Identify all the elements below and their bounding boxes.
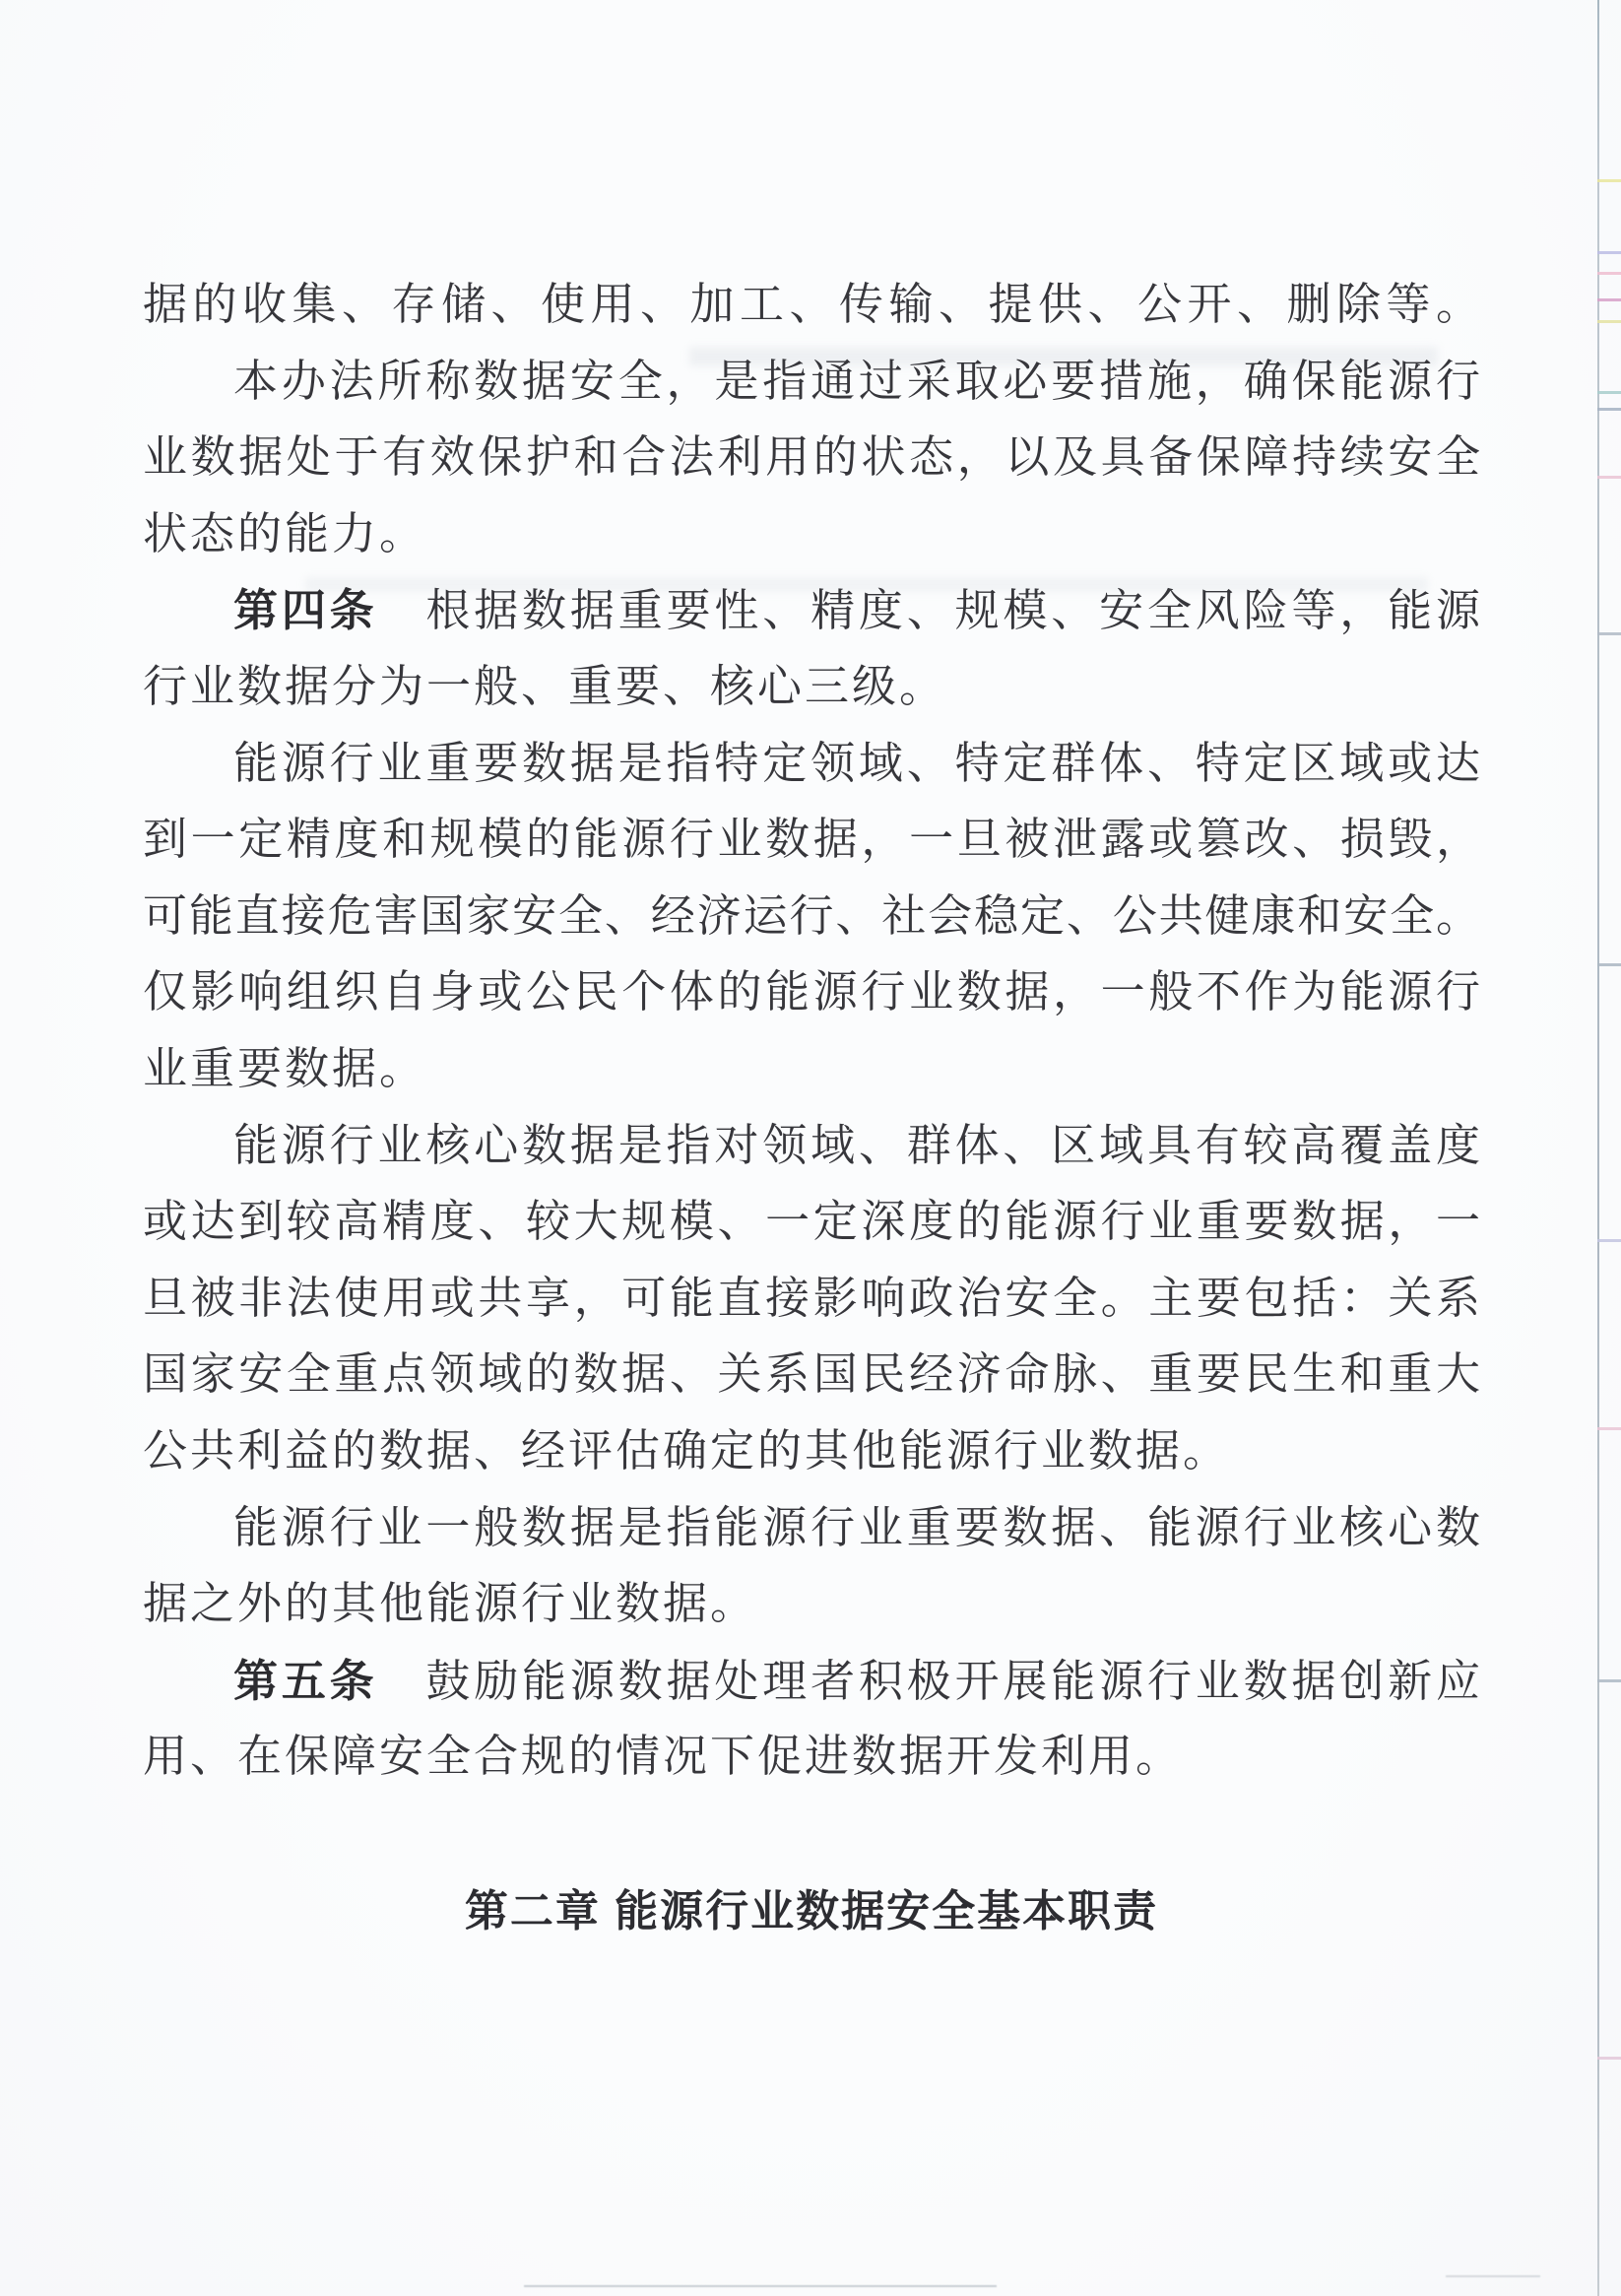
text-segment: 业数据处于有效保护和合法利用的状态，以及具备保障持续安全 <box>143 432 1480 483</box>
edge-tick <box>1597 320 1621 323</box>
article-number-label: 第五条 <box>233 1655 378 1706</box>
text-segment: 状态的能力。 <box>143 508 427 558</box>
edge-tick <box>1597 2057 1621 2060</box>
page-edge-artifact <box>1595 0 1621 2296</box>
edge-tick <box>1597 391 1621 394</box>
text-segment: 旦被非法使用或共享，可能直接影响政治安全。主要包括：关系 <box>143 1273 1480 1323</box>
bottom-scan-line <box>524 2285 997 2287</box>
text-segment: 用、在保障安全合规的情况下促进数据开发利用。 <box>143 1732 1184 1782</box>
text-line <box>143 1031 1480 1108</box>
bottom-scan-mark <box>1446 2275 1540 2277</box>
edge-tick <box>1597 1679 1621 1682</box>
text-line <box>143 1719 1480 1796</box>
text-segment: 公共利益的数据、经评估确定的其他能源行业数据。 <box>143 1425 1231 1476</box>
text-line <box>143 267 1480 344</box>
text-segment: 能源行业重要数据是指特定领域、特定群体、特定区域或达 <box>233 738 1480 788</box>
text-line <box>143 954 1480 1031</box>
text-line <box>143 1184 1480 1261</box>
text-segment: 鼓励能源数据处理者积极开展能源行业数据创新应 <box>377 1656 1480 1706</box>
chapter-heading: 第二章 能源行业数据安全基本职责 <box>464 1887 1159 1935</box>
text-line <box>143 1490 1480 1567</box>
text-segment: 或达到较高精度、较大规模、一定深度的能源行业重要数据，一 <box>143 1197 1480 1247</box>
text-segment: 能源行业核心数据是指对领域、群体、区域具有较高覆盖度 <box>233 1120 1480 1170</box>
text-line <box>143 420 1480 496</box>
text-segment: 业重要数据。 <box>143 1043 427 1093</box>
text-line <box>143 496 1480 573</box>
edge-tick <box>1597 632 1621 635</box>
text-line <box>143 1643 1480 1720</box>
text-line <box>143 726 1480 803</box>
edge-tick <box>1597 179 1621 182</box>
text-line <box>143 649 1480 726</box>
edge-tick <box>1597 1427 1621 1430</box>
edge-tick <box>1597 272 1621 275</box>
text-line <box>143 1566 1480 1643</box>
text-line <box>143 1413 1480 1490</box>
text-segment: 可能直接危害国家安全、经济运行、社会稳定、公共健康和安全。 <box>143 890 1480 941</box>
text-line <box>143 802 1480 879</box>
text-line <box>143 344 1480 421</box>
text-line <box>143 1108 1480 1185</box>
text-line <box>143 1261 1480 1338</box>
edge-tick <box>1597 476 1621 479</box>
edge-tick <box>1597 298 1621 301</box>
text-line <box>143 572 1480 649</box>
article-number-label: 第四条 <box>233 585 378 636</box>
text-line <box>143 879 1480 955</box>
edge-tick <box>1597 251 1621 254</box>
document-body <box>143 267 1480 1796</box>
text-segment: 国家安全重点领域的数据、关系国民经济命脉、重要民生和重大 <box>143 1349 1480 1400</box>
text-segment: 到一定精度和规模的能源行业数据，一旦被泄露或篡改、损毁， <box>143 815 1480 865</box>
text-segment: 根据数据重要性、精度、规模、安全风险等，能源 <box>377 586 1480 636</box>
text-segment: 据的收集、存储、使用、加工、传输、提供、公开、删除等。 <box>143 280 1480 329</box>
text-segment: 本办法所称数据安全，是指通过采取必要措施，确保能源行 <box>233 356 1480 406</box>
text-segment: 行业数据分为一般、重要、核心三级。 <box>143 661 947 711</box>
text-segment: 据之外的其他能源行业数据。 <box>143 1579 758 1629</box>
edge-tick <box>1597 408 1621 411</box>
text-segment: 仅影响组织自身或公民个体的能源行业数据，一般不作为能源行 <box>143 967 1480 1017</box>
page-edge-line <box>1597 0 1599 2296</box>
edge-tick <box>1597 1239 1621 1242</box>
text-line <box>143 1337 1480 1413</box>
text-segment: 能源行业一般数据是指能源行业重要数据、能源行业核心数 <box>233 1502 1480 1552</box>
edge-tick <box>1597 963 1621 966</box>
